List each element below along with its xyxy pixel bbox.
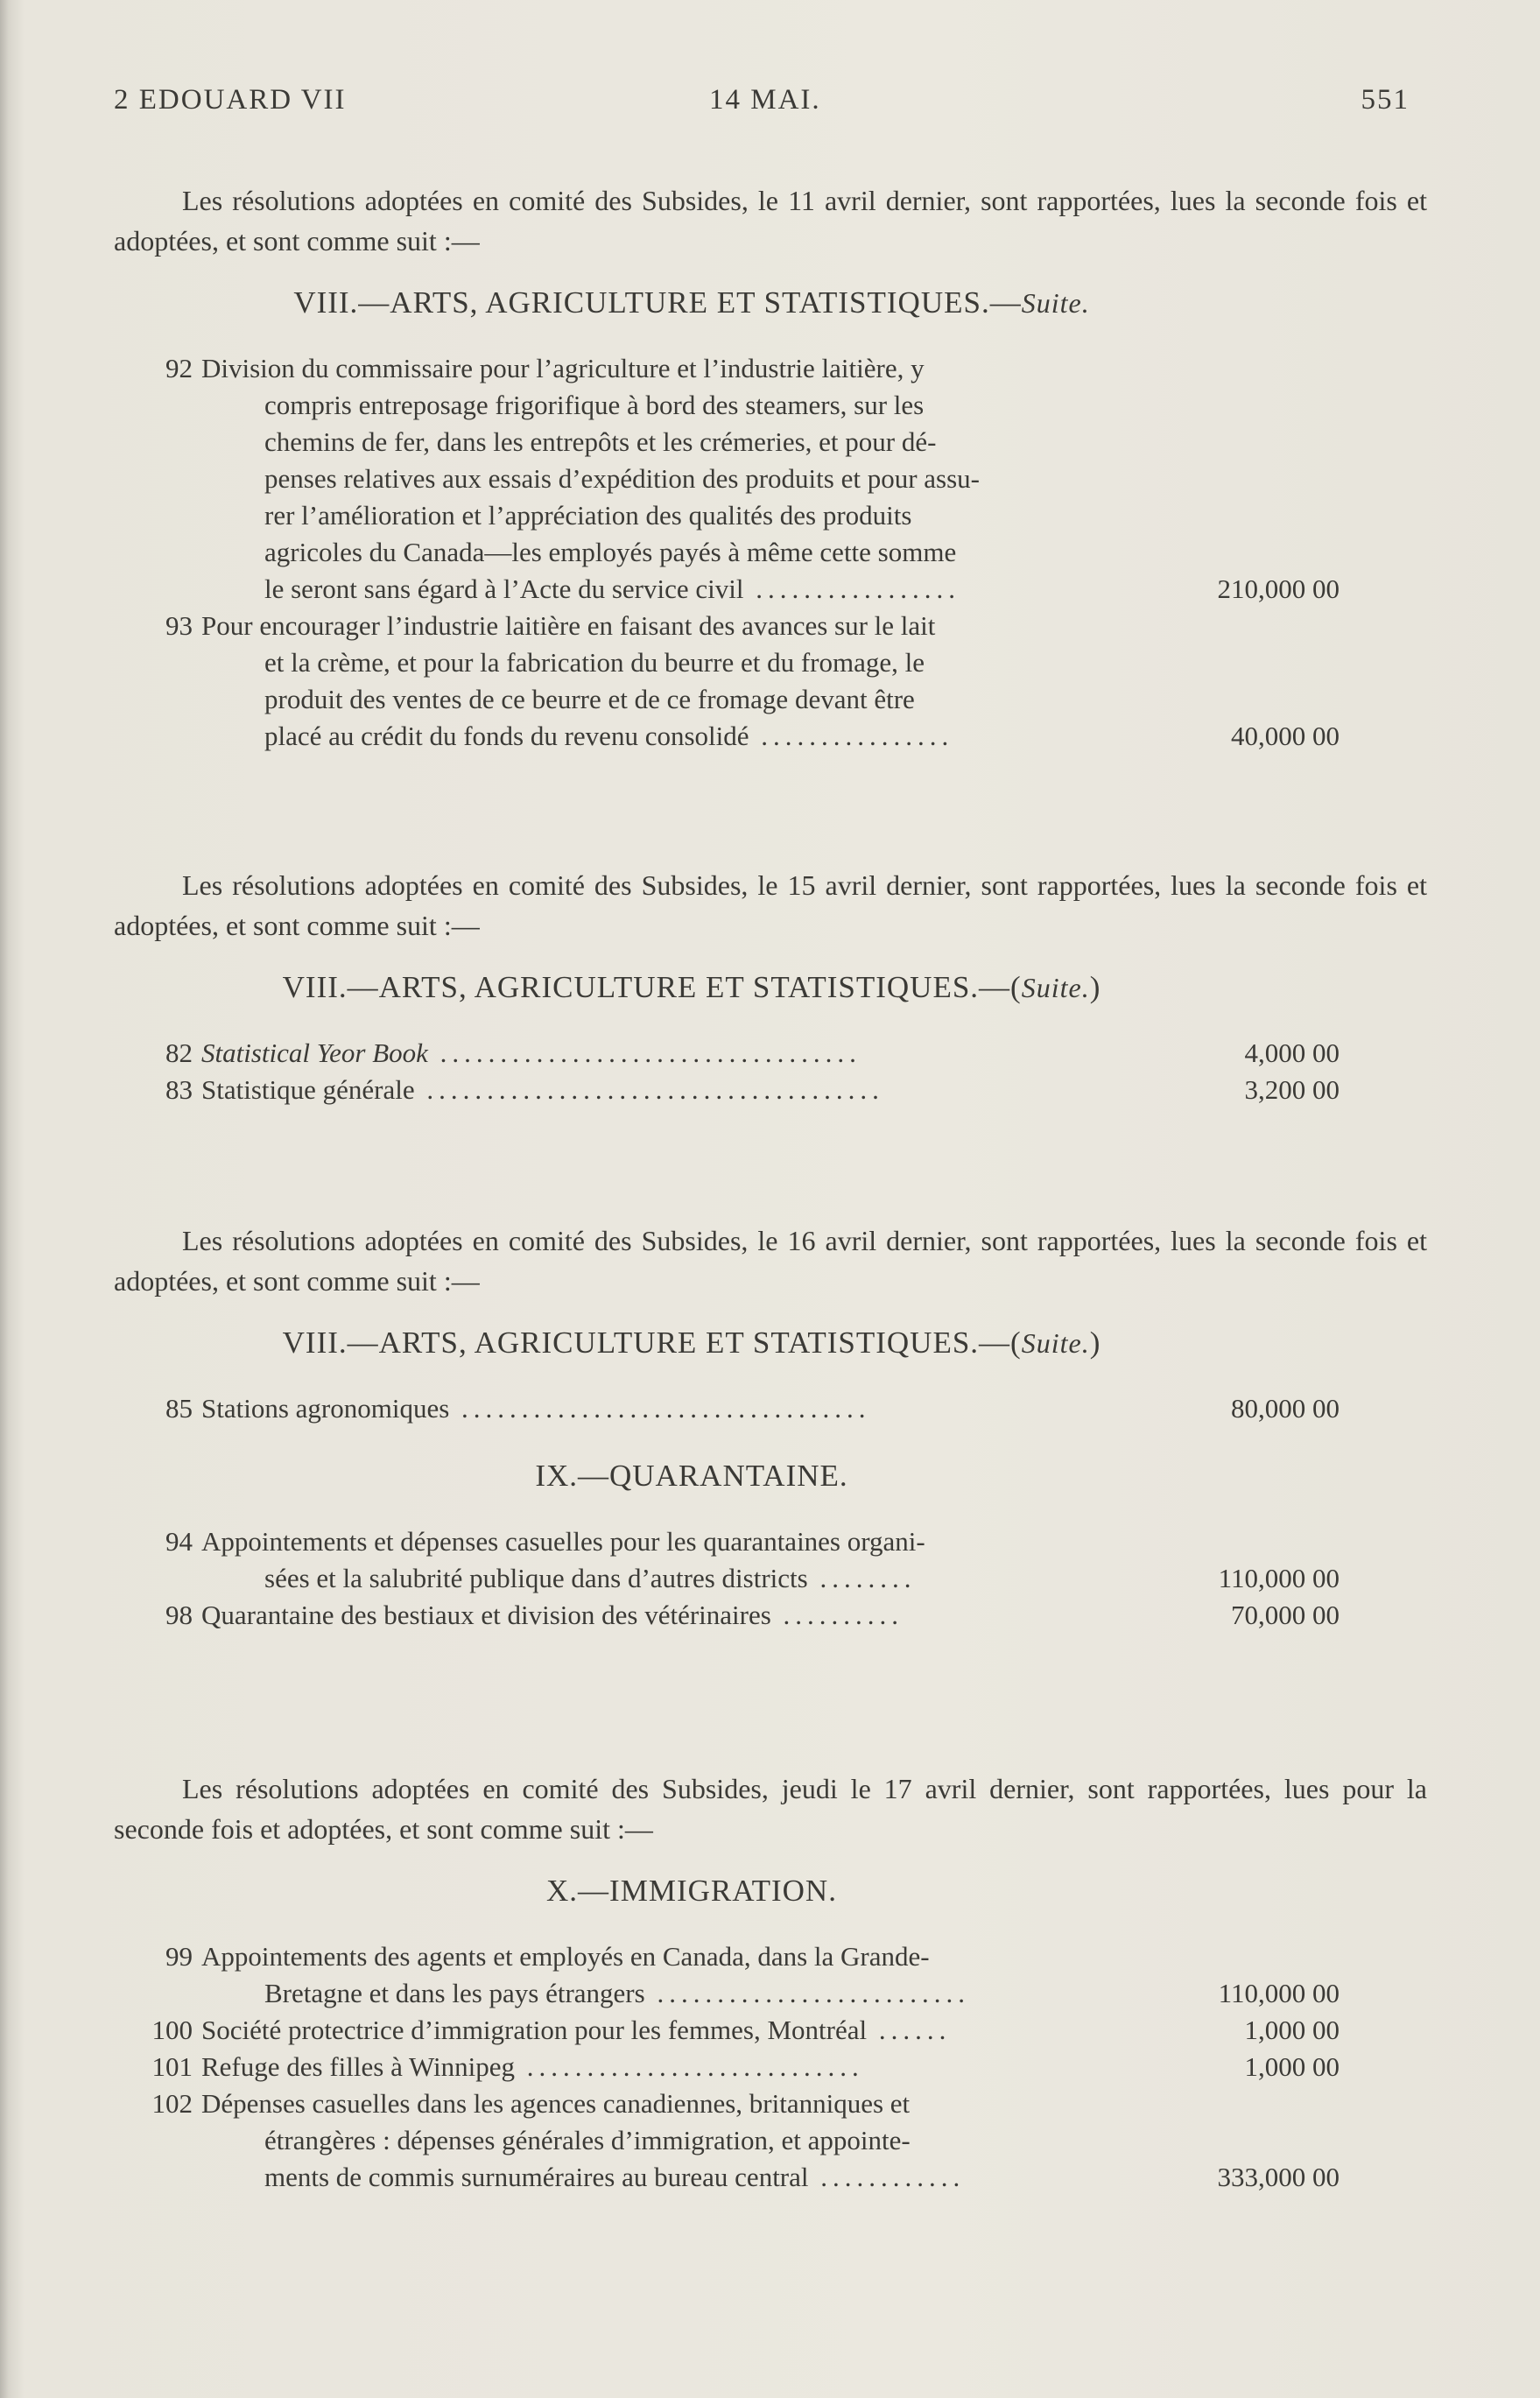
item-amount: 3,200 00 [1244,1074,1340,1105]
item-number: 85 [165,1393,193,1424]
dot-leader: ...................................... [414,1074,884,1105]
dot-leader: ................ [749,721,954,751]
dot-leader: ...... [867,2015,952,2045]
item-text: Société protectrice d’immigration pour les femmes, Montréal ...... [201,2015,952,2045]
item-text: Division du commissaire pour l’agriculture et l’industrie laitière, y compris entreposage frigorifique à bord des steamers, sur les chemins de fer, dans les entrepôts et les crémeries, et pour dé- penses relatives aux essais d’expédition des produits et pour assu- rer l’amélioration et l’appréciation des qualités des produits agricoles du Canada—les employés payés à même cette somme le seront sans égard à l’Acte du service civil ................. [201,353,981,604]
section-april-16 [114,1220,1427,1634]
item-amount: 70,000 00 [1231,1600,1340,1630]
item-text: Statistique générale ...................................... [201,1074,884,1105]
item-amount: 210,000 00 [1217,573,1340,604]
item-amount: 80,000 00 [1231,1393,1340,1424]
section-april-15 [114,865,1427,1108]
item-amount: 1,000 00 [1244,2015,1340,2045]
item-number: 83 [165,1074,193,1105]
item-number: 99 [165,1941,193,1972]
item-number: 94 [165,1526,193,1557]
section-intro: Les résolutions adoptées en comité des Subsides, le 15 avril dernier, sont rapportées, lues la seconde fois et adoptées, et sont comme suit :— [114,869,1427,941]
header-left: 2 EDOUARD VII [114,84,347,116]
list-item [114,2049,1427,2085]
dot-leader: ........ [807,1563,917,1593]
section-heading: VIII.—ARTS, AGRICULTURE ET STATISTIQUES.—(Suite.) [282,970,1101,1004]
section-intro: Les résolutions adoptées en comité des Subsides, le 16 avril dernier, sont rapportées, lues la seconde fois et adoptées, et sont comme suit :— [114,1225,1427,1297]
section-heading: VIII.—ARTS, AGRICULTURE ET STATISTIQUES.—(Suite.) [282,1326,1101,1360]
item-amount: 1,000 00 [1244,2051,1340,2082]
section-heading: X.—IMMIGRATION. [546,1874,837,1908]
section-intro: Les résolutions adoptées en comité des Subsides, le 11 avril dernier, sont rapportées, lues la seconde fois et adoptées, et sont comme suit :— [114,185,1427,257]
item-amount: 110,000 00 [1218,1563,1340,1593]
item-text: Dépenses casuelles dans les agences canadiennes, britanniques et étrangères : dépenses générales d’immigration, et appointe- ments de commis surnuméraires au bureau central ............ [201,2088,966,2192]
list-item [114,2085,1427,2196]
dot-leader: .......................... [644,1978,970,2008]
section-april-11 [114,180,1427,755]
item-list [114,1390,1427,1427]
dot-leader: .................................. [449,1393,871,1424]
item-number: 98 [165,1600,193,1630]
item-list [114,1035,1427,1108]
dot-leader: ................. [743,573,960,604]
dot-leader: ................................... [427,1037,861,1068]
item-text: Statistical Yeor Book ................................... [201,1037,861,1068]
list-item [114,1523,1427,1597]
section-april-17 [114,1769,1427,2196]
item-amount: 110,000 00 [1218,1978,1340,2008]
running-head [114,84,1410,126]
item-text: Quarantaine des bestiaux et division des vétérinaires .......... [201,1600,904,1630]
sub-heading: IX.—QUARANTAINE. [535,1459,848,1493]
list-item [114,1035,1427,1072]
item-number: 100 [151,2015,193,2045]
page-number: 551 [1361,84,1410,116]
item-number: 82 [165,1037,193,1068]
item-number: 93 [165,610,193,641]
item-list [114,1938,1427,2196]
item-number: 101 [151,2051,193,2082]
item-text: Appointements des agents et employés en Canada, dans la Grande- Bretagne et dans les pays étrangers .......................... [201,1941,970,2008]
list-item [114,1938,1427,2012]
item-amount: 4,000 00 [1244,1037,1340,1068]
item-text: Appointements et dépenses casuelles pour les quarantaines organi- sées et la salubrité publique dans d’autres districts ........ [201,1526,925,1593]
section-intro: Les résolutions adoptées en comité des Subsides, jeudi le 17 avril dernier, sont rapportées, lues pour la seconde fois et adoptées, et sont comme suit :— [114,1773,1427,1845]
item-list [114,1523,1427,1634]
item-text: Refuge des filles à Winnipeg ............................ [201,2051,864,2082]
item-amount: 40,000 00 [1231,721,1340,751]
dot-leader: ............................ [515,2051,864,2082]
list-item [114,1390,1427,1427]
list-item [114,1597,1427,1634]
item-amount: 333,000 00 [1217,2162,1340,2192]
item-text: Stations agronomiques .................................. [201,1393,871,1424]
section-heading: VIII.—ARTS, AGRICULTURE ET STATISTIQUES.—Suite. [293,285,1090,320]
list-item [114,2012,1427,2049]
list-item [114,608,1427,755]
header-center: 14 MAI. [709,84,821,116]
list-item [114,350,1427,608]
item-text: Pour encourager l’industrie laitière en faisant des avances sur le lait et la crème, et pour la fabrication du beurre et du fromage, le produit des ventes de ce beurre et de ce fromage devant être placé au crédit du fonds du revenu consolidé ................ [201,610,954,751]
item-list [114,350,1427,755]
list-item [114,1072,1427,1108]
dot-leader: ............ [808,2162,966,2192]
dot-leader: .......... [770,1600,904,1630]
item-number: 92 [165,353,193,383]
item-number: 102 [151,2088,193,2119]
